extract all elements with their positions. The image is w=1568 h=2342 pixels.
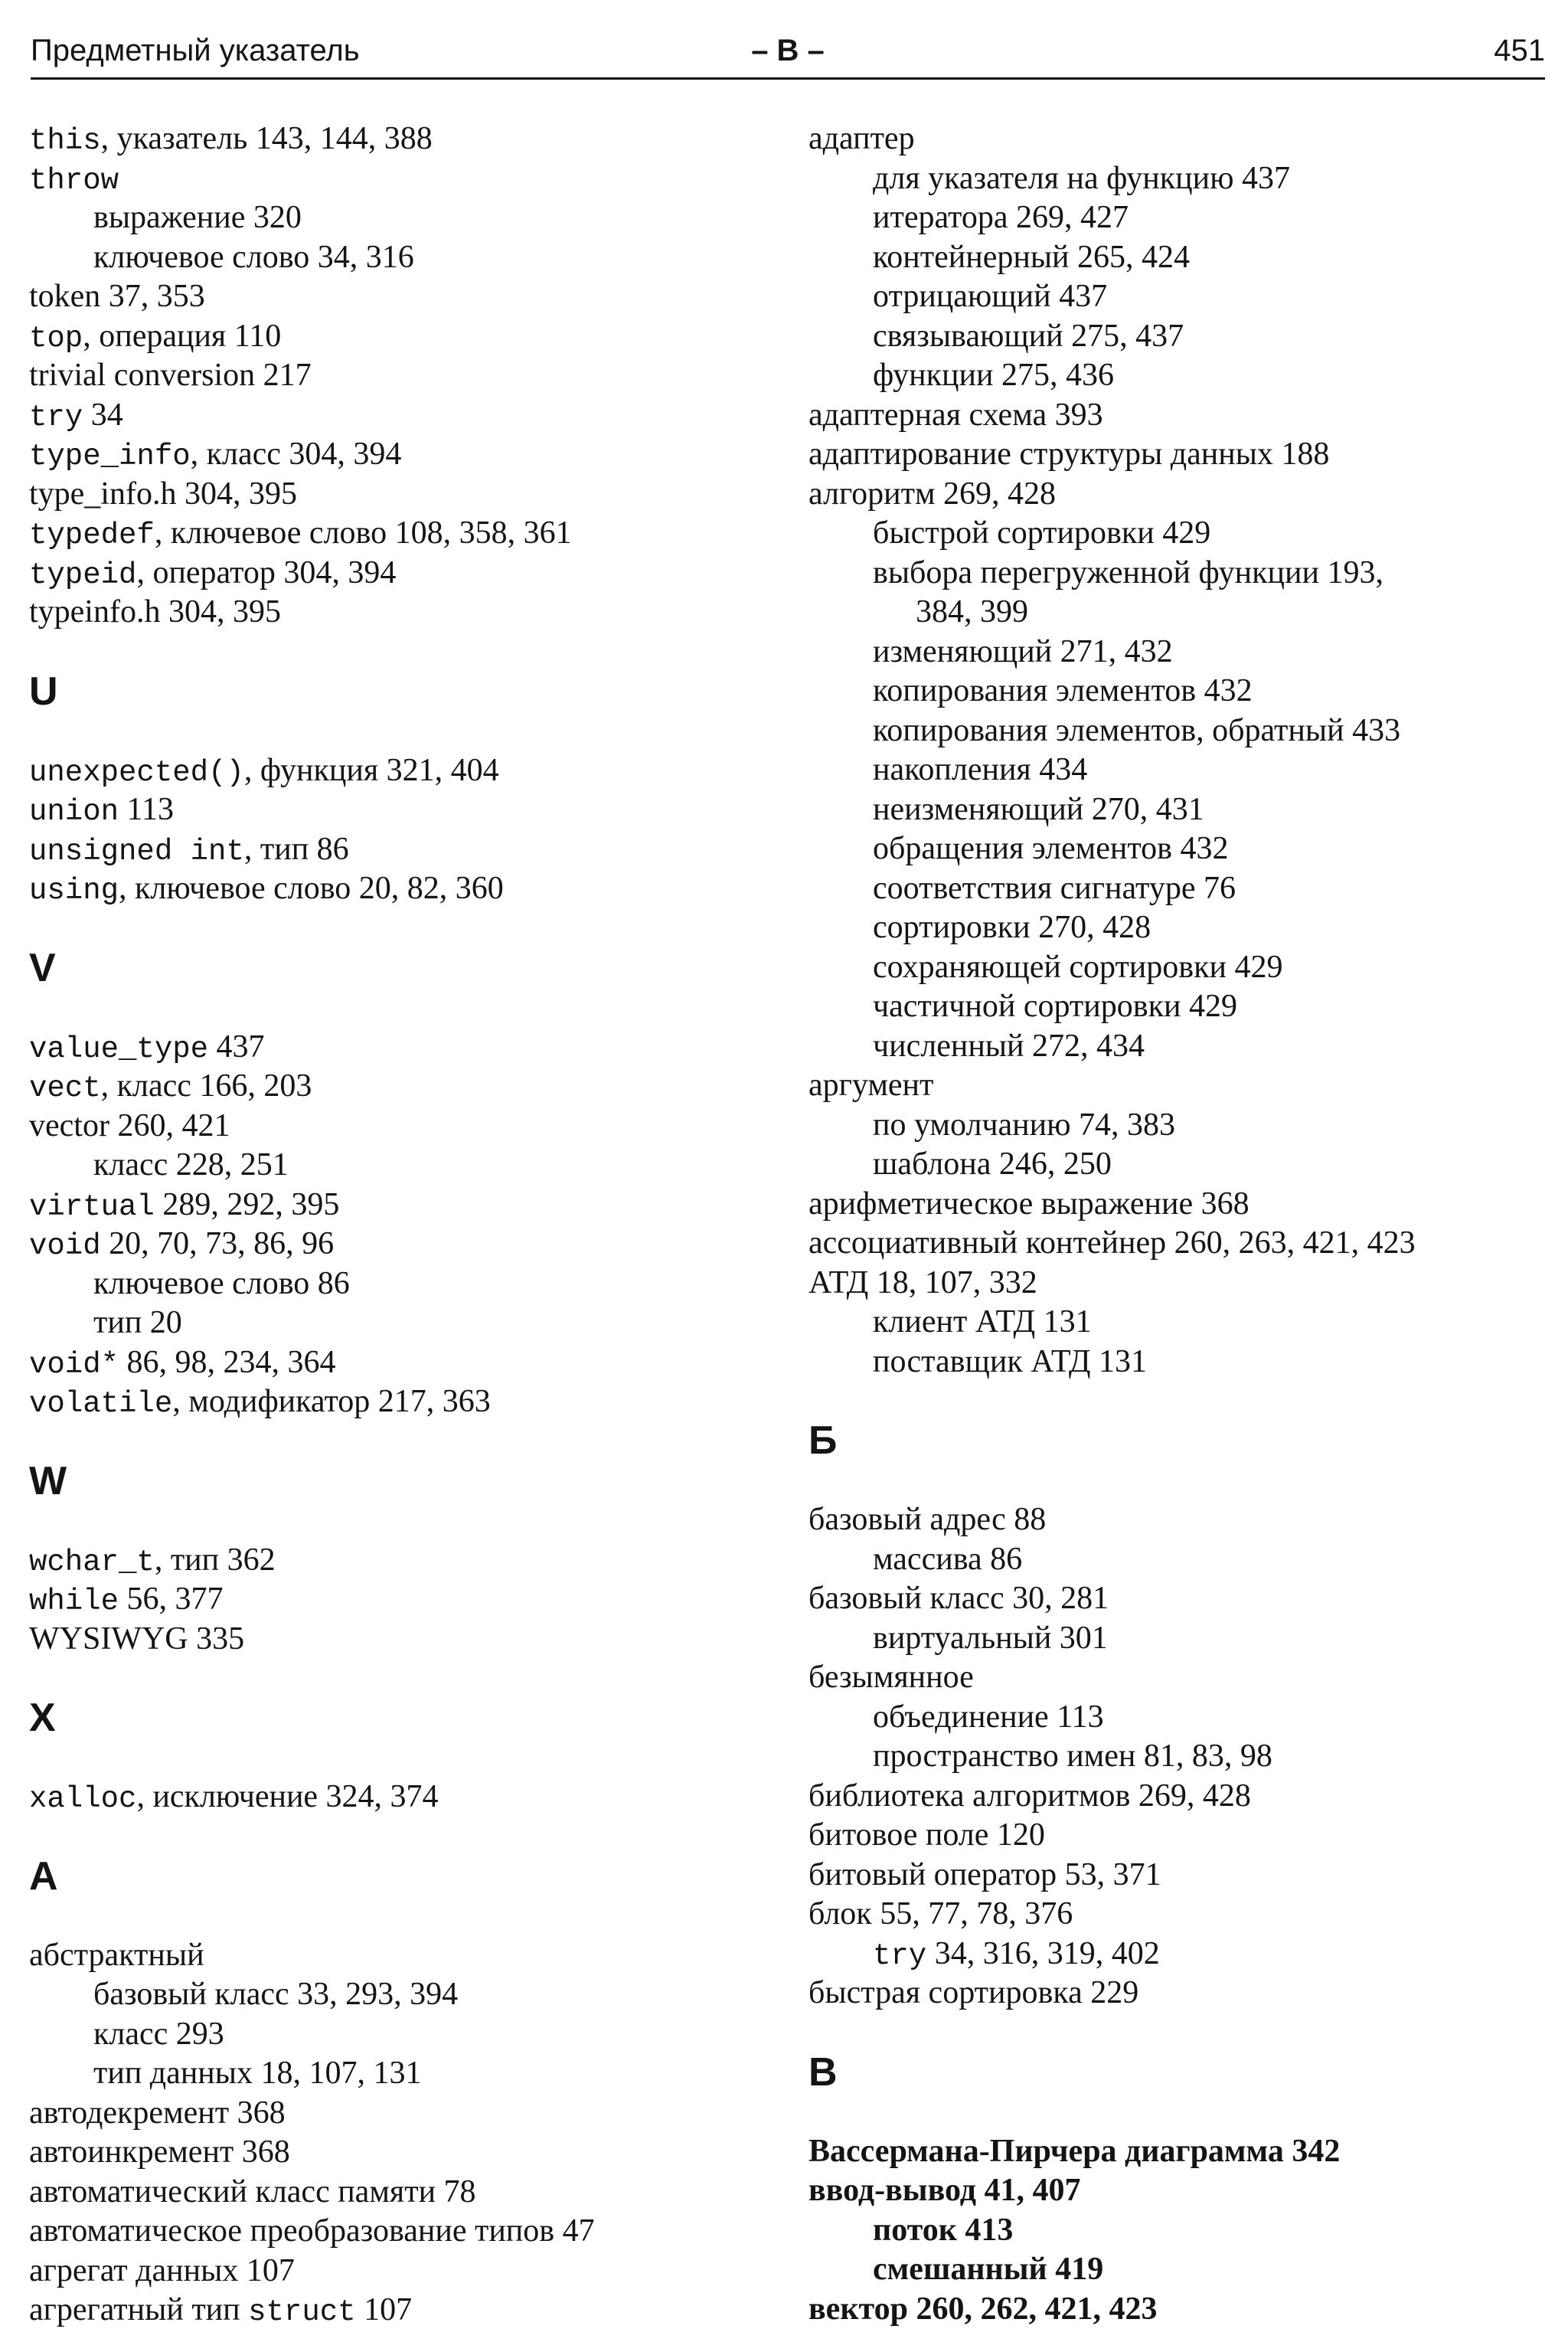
- entry-text: шаблона 246, 250: [873, 1146, 1112, 1182]
- code-term: wchar_t: [29, 1545, 155, 1579]
- index-entry: [29, 2291, 795, 2331]
- index-entry: [29, 830, 795, 870]
- index-entry: [808, 475, 1559, 515]
- index-entry: [808, 396, 1559, 436]
- entry-text: адаптерная схема 393: [808, 397, 1103, 433]
- entry-pages: 107: [355, 2292, 413, 2327]
- index-subentry: [808, 1027, 1559, 1067]
- index-subentry: [808, 2250, 1559, 2290]
- index-entry: [808, 1974, 1559, 2013]
- index-subentry: [808, 633, 1559, 672]
- index-subentry: [808, 1106, 1559, 1146]
- index-subentry: [808, 554, 1559, 594]
- index-entry: [29, 2252, 795, 2291]
- index-subentry: [808, 593, 1559, 633]
- index-subentry: [29, 198, 795, 238]
- entry-text: сортировки 270, 428: [873, 910, 1152, 945]
- index-entry: [29, 869, 795, 909]
- code-term: try: [873, 1938, 927, 1973]
- entry-text: для указателя на функцию 437: [873, 160, 1290, 196]
- entry-text: WYSIWYG 335: [29, 1621, 245, 1657]
- index-entry: [29, 277, 795, 317]
- index-entry: [29, 356, 795, 396]
- entry-text: контейнерный 265, 424: [873, 239, 1191, 275]
- entry-text: 20, 70, 73, 86, 96: [100, 1226, 335, 1261]
- section-letter: W: [29, 1458, 67, 1503]
- code-term: this: [29, 124, 101, 158]
- entry-text: массива 86: [873, 1541, 1023, 1577]
- entry-text: , класс 166, 203: [100, 1068, 312, 1104]
- index-entry: [29, 1107, 795, 1146]
- code-term: vect: [29, 1071, 101, 1105]
- entry-text: абстрактный: [29, 1937, 204, 1973]
- index-subentry: [808, 1737, 1559, 1777]
- entry-text: обращения элементов 432: [873, 831, 1229, 866]
- index-entry: [808, 1579, 1559, 1619]
- index-subentry: [808, 159, 1559, 199]
- entry-text: агрегатный тип: [29, 2292, 249, 2327]
- index-subentry: [29, 1975, 795, 2015]
- entry-text: битовое поле 120: [808, 1817, 1045, 1853]
- entry-text: базовый класс 30, 281: [808, 1581, 1109, 1616]
- entry-text: 56, 377: [119, 1582, 224, 1617]
- entry-text: автоматическое преобразование типов 47: [29, 2213, 595, 2249]
- index-subentry: [808, 277, 1559, 317]
- entry-text: ввод-вывод 41, 407: [808, 2173, 1081, 2208]
- index-entry: [29, 751, 795, 791]
- index-subentry: [808, 317, 1559, 357]
- section-letter: Б: [808, 1418, 838, 1463]
- running-header: [31, 28, 1545, 74]
- index-subentry: [808, 869, 1559, 909]
- entry-text: 86, 98, 234, 364: [119, 1344, 336, 1380]
- code-term: struct: [248, 2295, 356, 2329]
- entry-text: копирования элементов 432: [873, 673, 1253, 708]
- entry-text: класс 293: [93, 2016, 224, 2052]
- index-entry: [29, 1580, 795, 1620]
- code-term: union: [29, 795, 119, 829]
- entry-text: функции 275, 436: [873, 358, 1114, 393]
- index-entry: [29, 1936, 795, 1976]
- index-entry: [29, 593, 795, 633]
- index-entry: [29, 1186, 795, 1225]
- index-subentry: [808, 198, 1559, 238]
- index-entry: [29, 2173, 795, 2213]
- section-letter: В: [808, 2049, 838, 2095]
- entry-text: арифметическое выражение 368: [808, 1186, 1250, 1222]
- code-term: unexpected(): [29, 755, 244, 790]
- page-number: 451: [1494, 34, 1545, 67]
- index-entry: [808, 2132, 1559, 2172]
- entry-text: , класс 304, 394: [190, 437, 402, 472]
- index-entry: [808, 1185, 1559, 1225]
- section-letter: V: [29, 945, 56, 990]
- index-entry: [29, 119, 795, 159]
- entry-text: смешанный 419: [873, 2252, 1104, 2287]
- index-entry: [29, 1382, 795, 1422]
- index-entry: [808, 435, 1559, 475]
- entry-text: vector 260, 421: [29, 1107, 230, 1143]
- index-subentry: [29, 1303, 795, 1343]
- code-term: top: [29, 321, 83, 355]
- entry-text: пространство имен 81, 83, 98: [873, 1739, 1272, 1774]
- index-entry: [808, 1895, 1559, 1935]
- entry-text: клиент АТД 131: [873, 1304, 1092, 1339]
- entry-text: агрегат данных 107: [29, 2252, 295, 2288]
- entry-text: неизменяющий 270, 431: [873, 791, 1204, 827]
- entry-text: безымянное: [808, 1660, 974, 1695]
- index-entry: [29, 1343, 795, 1383]
- entry-text: , тип 362: [154, 1542, 276, 1578]
- code-term: value_type: [29, 1032, 209, 1066]
- index-column-right: [808, 119, 1559, 2329]
- index-subentry: [808, 790, 1559, 830]
- index-subentry: [808, 672, 1559, 711]
- entry-text: частичной сортировки 429: [873, 989, 1237, 1024]
- entry-text: связывающий 275, 437: [873, 318, 1184, 354]
- entry-text: библиотека алгоритмов 269, 428: [808, 1778, 1251, 1814]
- entry-text: тип 20: [93, 1305, 182, 1340]
- entry-text: , тип 86: [243, 831, 349, 867]
- index-entry: [29, 1778, 795, 1817]
- index-subentry: [808, 356, 1559, 396]
- header-rule: [31, 77, 1545, 80]
- entry-text: ключевое слово 86: [93, 1265, 350, 1301]
- entry-text: , операция 110: [83, 318, 282, 354]
- index-entry: [808, 2290, 1559, 2330]
- entry-text: ключевое слово 34, 316: [93, 239, 414, 275]
- entry-text: адаптирование структуры данных 188: [808, 437, 1330, 472]
- entry-text: численный 272, 434: [873, 1028, 1145, 1064]
- entry-text: выражение 320: [93, 200, 302, 235]
- index-subentry: [808, 1540, 1559, 1580]
- index-entry: [29, 554, 795, 594]
- index-entry: [29, 159, 795, 199]
- code-term: void: [29, 1229, 101, 1263]
- entry-text: АТД 18, 107, 332: [808, 1264, 1037, 1300]
- index-entry: [808, 1658, 1559, 1698]
- entry-text: изменяющий 271, 432: [873, 633, 1173, 669]
- entry-text: , ключевое слово 108, 358, 361: [154, 515, 572, 551]
- entry-text: сохраняющей сортировки 429: [873, 949, 1283, 985]
- index-subentry: [29, 238, 795, 278]
- index-entry: [808, 1500, 1559, 1540]
- index-entry: [29, 396, 795, 436]
- code-term: volatile: [29, 1387, 173, 1421]
- entry-text: 437: [208, 1029, 265, 1065]
- entry-text: , функция 321, 404: [243, 752, 499, 788]
- index-subentry: [808, 829, 1559, 869]
- index-subentry: [808, 514, 1559, 554]
- index-column-left: [29, 119, 795, 2331]
- index-subentry: [29, 2054, 795, 2094]
- code-term: typeid: [29, 558, 137, 592]
- index-subentry: [29, 1146, 795, 1186]
- index-entry: [29, 1620, 795, 1660]
- index-entry: [29, 790, 795, 830]
- entry-text: typeinfo.h 304, 395: [29, 594, 281, 630]
- entry-text: класс 228, 251: [93, 1147, 289, 1182]
- entry-text: trivial conversion 217: [29, 358, 312, 393]
- entry-text: по умолчанию 74, 383: [873, 1107, 1176, 1143]
- index-entry: [808, 1066, 1559, 1106]
- code-term: typedef: [29, 518, 155, 552]
- entry-text: поток 413: [873, 2212, 1014, 2248]
- entry-text: аргумент: [808, 1068, 934, 1103]
- entry-text: 34: [83, 397, 123, 433]
- index-subentry: [808, 987, 1559, 1027]
- entry-text: автоматический класс памяти 78: [29, 2174, 476, 2210]
- code-term: type_info: [29, 440, 191, 473]
- index-subentry: [808, 1935, 1559, 1974]
- index-subentry: [808, 1145, 1559, 1185]
- entry-text: отрицающий 437: [873, 279, 1108, 314]
- index-subentry: [808, 1343, 1559, 1382]
- code-term: void*: [29, 1347, 119, 1382]
- section-letter: А: [29, 1853, 58, 1899]
- entry-text: автодекремент 368: [29, 2095, 286, 2131]
- header-title: Предметный указатель: [31, 34, 360, 67]
- section-letter: X: [29, 1696, 56, 1740]
- index-entry: [29, 475, 795, 515]
- entry-text: , указатель 143, 144, 388: [100, 121, 433, 156]
- index-entry: [29, 2212, 795, 2252]
- index-entry: [808, 1264, 1559, 1303]
- index-subentry: [808, 711, 1559, 751]
- entry-text: объединение 113: [873, 1699, 1104, 1735]
- index-entry: [808, 1224, 1559, 1264]
- section-letter: U: [29, 669, 58, 714]
- entry-text: адаптер: [808, 121, 915, 156]
- index-subentry: [808, 238, 1559, 278]
- entry-text: быстрой сортировки 429: [873, 515, 1211, 551]
- entry-text: 289, 292, 395: [154, 1186, 340, 1222]
- header-letter: – В –: [751, 34, 825, 67]
- index-entry: [29, 2094, 795, 2134]
- entry-text: соответствия сигнатуре 76: [873, 870, 1236, 906]
- index-subentry: [29, 2015, 795, 2055]
- index-entry: [29, 1028, 795, 1068]
- entry-text: , ключевое слово 20, 82, 360: [119, 871, 504, 906]
- code-term: unsigned int: [29, 834, 244, 868]
- entry-text: алгоритм 269, 428: [808, 476, 1057, 512]
- index-entry: [29, 1225, 795, 1264]
- index-subentry: [808, 948, 1559, 988]
- entry-text: накопления 434: [873, 752, 1088, 787]
- index-subentry: [808, 1619, 1559, 1659]
- entry-text: поставщик АТД 131: [873, 1343, 1148, 1379]
- code-term: using: [29, 874, 119, 908]
- index-entry: [808, 2171, 1559, 2211]
- entry-text: Вассермана-Пирчера диаграмма 342: [808, 2133, 1341, 2169]
- entry-text: 113: [119, 792, 174, 827]
- index-entry: [808, 1777, 1559, 1817]
- index-subentry: [808, 2211, 1559, 2251]
- entry-text: token 37, 353: [29, 279, 205, 314]
- index-entry: [808, 1856, 1559, 1896]
- code-term: try: [29, 400, 83, 434]
- entry-text: 384, 399: [916, 594, 1028, 630]
- entry-text: блок 55, 77, 78, 376: [808, 1896, 1073, 1931]
- index-entry: [808, 119, 1559, 159]
- entry-text: выбора перегруженной функции 193,: [873, 554, 1383, 590]
- entry-text: , оператор 304, 394: [136, 554, 397, 590]
- entry-text: вектор 260, 262, 421, 423: [808, 2291, 1158, 2327]
- entry-text: быстрая сортировка 229: [808, 1975, 1139, 2010]
- entry-text: автоинкремент 368: [29, 2134, 290, 2170]
- index-subentry: [808, 751, 1559, 790]
- entry-text: , модификатор 217, 363: [172, 1384, 491, 1419]
- index-entry: [29, 514, 795, 554]
- code-term: while: [29, 1585, 119, 1618]
- index-entry: [29, 317, 795, 357]
- index-entry: [29, 2133, 795, 2173]
- entry-text: 34, 316, 319, 402: [926, 1935, 1160, 1971]
- index-subentry: [29, 1264, 795, 1304]
- index-entry: [808, 1816, 1559, 1856]
- entry-text: базовый адрес 88: [808, 1502, 1047, 1537]
- entry-text: , исключение 324, 374: [136, 1779, 439, 1814]
- entry-text: итератора 269, 427: [873, 200, 1129, 235]
- entry-text: битовый оператор 53, 371: [808, 1856, 1161, 1892]
- entry-text: тип данных 18, 107, 131: [93, 2056, 422, 2091]
- entry-text: type_info.h 304, 395: [29, 476, 297, 512]
- code-term: virtual: [29, 1189, 155, 1224]
- code-term: xalloc: [29, 1782, 137, 1816]
- index-subentry: [808, 1303, 1559, 1343]
- entry-text: базовый класс 33, 293, 394: [93, 1977, 459, 2012]
- index-subentry: [808, 908, 1559, 948]
- index-entry: [29, 1067, 795, 1107]
- entry-text: виртуальный 301: [873, 1620, 1108, 1656]
- index-entry: [29, 435, 795, 475]
- index-entry: [29, 1541, 795, 1581]
- entry-text: копирования элементов, обратный 433: [873, 712, 1401, 748]
- index-subentry: [808, 1698, 1559, 1738]
- code-term: throw: [29, 163, 119, 198]
- entry-text: ассоциативный контейнер 260, 263, 421, 423: [808, 1225, 1416, 1261]
